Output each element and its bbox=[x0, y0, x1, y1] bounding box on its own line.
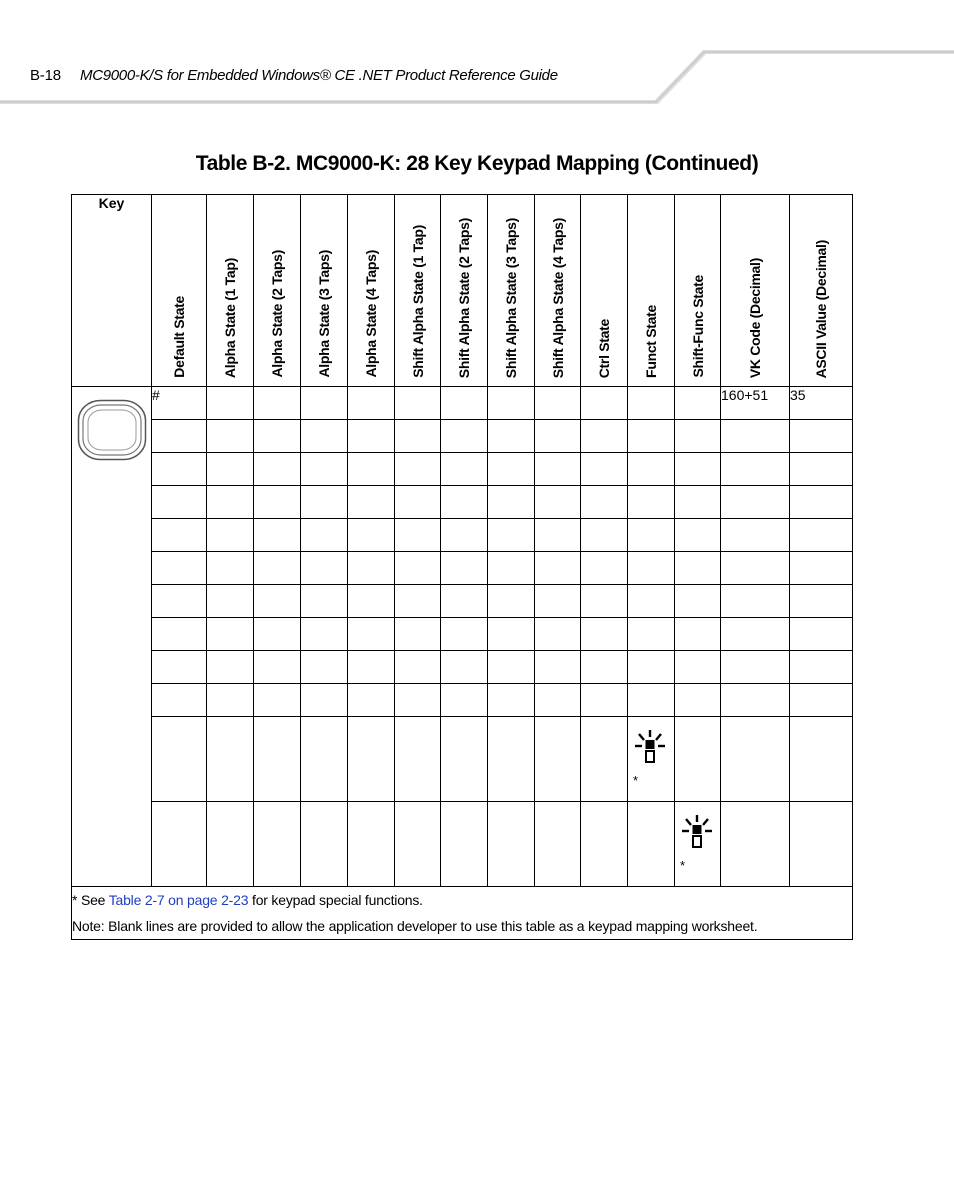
table-row bbox=[72, 552, 853, 585]
column-header-shift-alpha-3: Shift Alpha State (3 Taps) bbox=[488, 195, 535, 387]
keypad-mapping-table bbox=[71, 194, 853, 940]
cell-vk-code: 160+51 bbox=[721, 387, 790, 420]
column-header-ascii-value: ASCII Value (Decimal) bbox=[790, 195, 853, 387]
column-header-default-state: Default State bbox=[152, 195, 207, 387]
column-header-shift-alpha-1: Shift Alpha State (1 Tap) bbox=[395, 195, 441, 387]
column-header-funct-state: Funct State bbox=[628, 195, 675, 387]
column-header-alpha-2: Alpha State (2 Taps) bbox=[254, 195, 301, 387]
table-row bbox=[72, 618, 853, 651]
cell-funct-state bbox=[628, 717, 675, 802]
column-header-alpha-1: Alpha State (1 Tap) bbox=[207, 195, 254, 387]
running-title: MC9000-K/S for Embedded Windows® CE .NET Product Reference Guide bbox=[80, 67, 558, 84]
footnote-marker: * bbox=[680, 858, 686, 873]
table-row bbox=[72, 519, 853, 552]
table-2-7-link[interactable]: Table 2-7 on page 2-23 bbox=[108, 892, 249, 908]
backlight-icon bbox=[633, 727, 667, 765]
column-header-key: Key bbox=[72, 195, 152, 387]
cell-shift-func-state bbox=[675, 802, 721, 887]
table-title: Table B-2. MC9000-K: 28 Key Keypad Mapping (Continued) bbox=[195, 152, 759, 175]
footnote-marker: * bbox=[633, 773, 639, 788]
table-row bbox=[72, 387, 853, 420]
page-number: B-18 bbox=[30, 67, 61, 84]
table-header-row bbox=[72, 195, 853, 387]
table-row bbox=[72, 585, 853, 618]
page-header-decoration bbox=[0, 0, 954, 110]
column-header-alpha-3: Alpha State (3 Taps) bbox=[301, 195, 348, 387]
worksheet-note: Note: Blank lines are provided to allow the application developer to use this table as a keypad mapping worksheet. bbox=[72, 918, 758, 934]
key-image-cell bbox=[72, 387, 152, 887]
table-row bbox=[72, 420, 853, 453]
see-also-note: * See Table 2-7 on page 2-23 for keypad special functions. bbox=[72, 892, 423, 908]
column-header-vk-code: VK Code (Decimal) bbox=[721, 195, 790, 387]
backlight-icon bbox=[680, 812, 714, 850]
table-row-funct bbox=[72, 717, 853, 802]
column-header-ctrl-state: Ctrl State bbox=[581, 195, 628, 387]
column-header-shift-alpha-4: Shift Alpha State (4 Taps) bbox=[535, 195, 581, 387]
cell-default-state: # bbox=[152, 387, 207, 420]
column-header-shift-alpha-2: Shift Alpha State (2 Taps) bbox=[441, 195, 488, 387]
table-row bbox=[72, 486, 853, 519]
column-header-shift-func-state: Shift-Func State bbox=[675, 195, 721, 387]
cell-ascii-value: 35 bbox=[790, 387, 853, 420]
column-header-alpha-4: Alpha State (4 Taps) bbox=[348, 195, 395, 387]
table-row-shift-func bbox=[72, 802, 853, 887]
table-row bbox=[72, 651, 853, 684]
blank-keycap-icon bbox=[77, 399, 147, 461]
table-notes-row bbox=[72, 887, 853, 940]
table-row bbox=[72, 453, 853, 486]
table-notes bbox=[72, 887, 853, 940]
table-row bbox=[72, 684, 853, 717]
